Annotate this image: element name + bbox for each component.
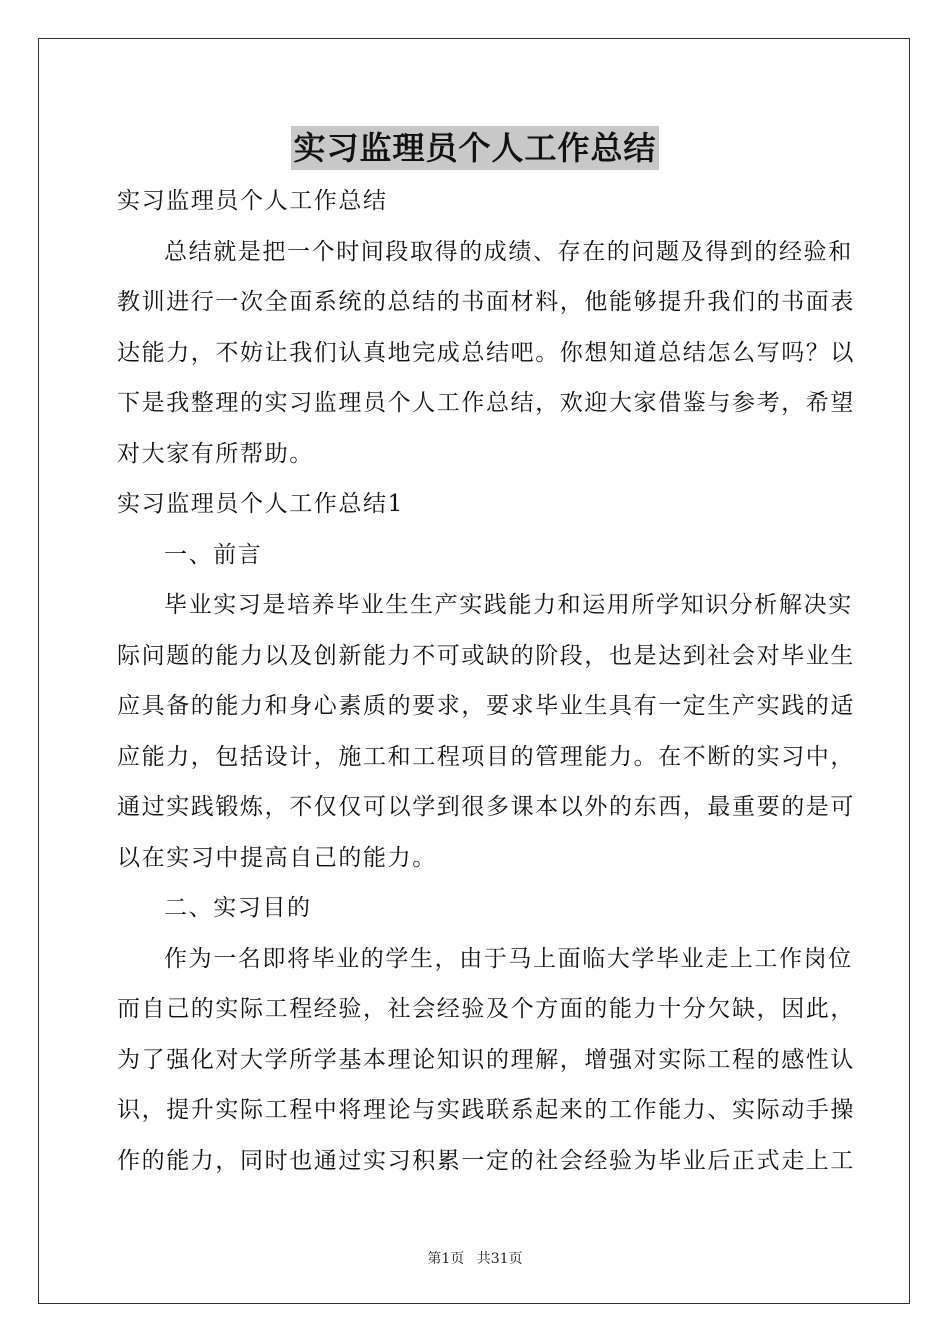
paragraph-line: 毕业实习是培养毕业生生产实践能力和运用所学知识分析解决实 <box>164 592 853 618</box>
paragraph-line: 际问题的能力以及创新能力不可或缺的阶段，也是达到社会对毕业生 <box>117 642 855 669</box>
subtitle-line: 实习监理员个人工作总结 <box>117 188 388 214</box>
paragraph-line: 应能力，包括设计，施工和工程项目的管理能力。在不断的实习中， <box>117 743 855 770</box>
paragraph-line: 下是我整理的实习监理员个人工作总结，欢迎大家借鉴与参考，希望 <box>117 390 855 416</box>
paragraph-line: 为了强化对大学所学基本理论知识的理解，增强对实际工程的感性认 <box>117 1046 855 1073</box>
paragraph-line: 应具备的能力和身心素质的要求，要求毕业生具有一定生产实践的适 <box>117 693 855 719</box>
paragraph-line: 通过实践锻炼，不仅仅可以学到很多课本以外的东西，最重要的是可 <box>117 794 855 820</box>
page-footer <box>0 1248 950 1268</box>
document-body <box>117 176 855 1186</box>
subsection-heading: 二、实习目的 <box>164 895 312 921</box>
paragraph-line: 识，提升实际工程中将理论与实践联系起来的工作能力、实际动手操 <box>117 1097 855 1123</box>
title-container <box>0 126 950 170</box>
paragraph-line: 教训进行一次全面系统的总结的书面材料，他能够提升我们的书面表 <box>117 289 855 315</box>
paragraph-line: 而自己的实际工程经验，社会经验及个方面的能力十分欠缺，因此， <box>117 996 855 1022</box>
paragraph-line: 以在实习中提高自己的能力。 <box>117 844 437 871</box>
paragraph-line: 达能力，不妨让我们认真地完成总结吧。你想知道总结怎么写吗？以 <box>117 339 855 366</box>
section-heading: 实习监理员个人工作总结1 <box>117 491 404 517</box>
page-number: 第1页 <box>427 1251 465 1267</box>
paragraph-line: 作为一名即将毕业的学生，由于马上面临大学毕业走上工作岗位 <box>164 945 853 972</box>
paragraph-line: 对大家有所帮助。 <box>117 440 314 467</box>
total-pages: 共31页 <box>476 1251 523 1267</box>
paragraph-line: 作的能力，同时也通过实习积累一定的社会经验为毕业后正式走上工 <box>117 1147 855 1174</box>
paragraph-line: 总结就是把一个时间段取得的成绩、存在的问题及得到的经验和 <box>164 238 853 265</box>
document-title: 实习监理员个人工作总结 <box>291 126 658 170</box>
subsection-heading: 一、前言 <box>164 541 263 568</box>
